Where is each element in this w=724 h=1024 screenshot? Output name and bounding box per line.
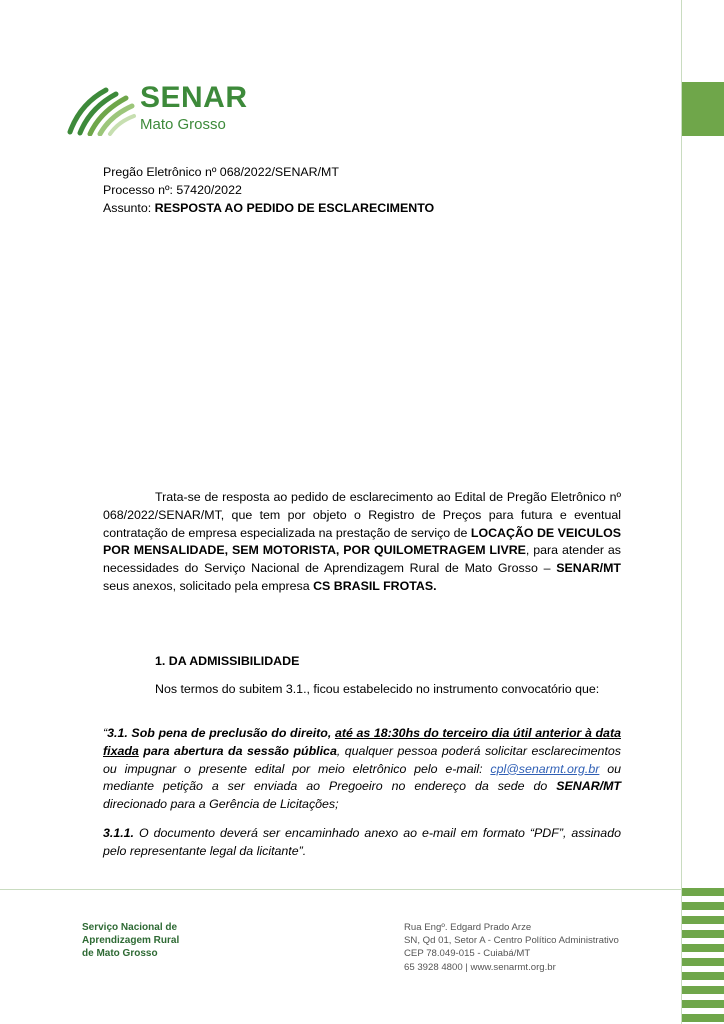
subject-label: Assunto: [103, 201, 152, 215]
logo-name: SENAR [140, 81, 248, 114]
subject-line [103, 199, 434, 217]
section-title: 1. DA ADMISSIBILIDADE [155, 654, 300, 668]
header-green-block [682, 82, 724, 136]
subject-value: RESPOSTA AO PEDIDO DE ESCLARECIMENTO [154, 201, 435, 215]
right-margin-rule [681, 0, 682, 1024]
service-object: LOCAÇÃO DE VEICULOS POR MENSALIDADE, SEM MOTORISTA, POR QUILOMETRAGEM LIVRE [103, 525, 621, 558]
deadline-text: até as 18:30hs do terceiro dia útil anterior à data fixada [103, 726, 621, 758]
wheat-leaf-icon [66, 80, 138, 136]
quote-3-1: “3.1. Sob pena de preclusão do direito, até as 18:30hs do terceiro dia útil anterior à data fixada para abertura da sessão pública, qualquer pessoa poderá solicitar esclarecimentos ou impugnar o presente edital por meio eletrônico pelo e-mail: cpl@senarmt.org.br ou mediante petição a ser enviada ao Pregoeiro no endereço da sede do SENAR/MT direcionado para a Gerência de Licitações; [103, 726, 621, 812]
footer-green-stripes [682, 888, 724, 1024]
quote-3-1-1: 3.1.1. O documento deverá ser encaminhado anexo ao e-mail em formato “PDF”, assinado pelo representante legal da licitante”. [103, 826, 621, 858]
footer-organization: Serviço Nacional de Aprendizagem Rural de Mato Grosso [82, 922, 180, 960]
footer-rule [0, 889, 682, 890]
document-header [103, 163, 434, 217]
org-acronym: SENAR/MT [556, 561, 621, 576]
intro-paragraph: Trata-se de resposta ao pedido de esclarecimento ao Edital de Pregão Eletrônico nº 068/2022/SENAR/MT, que tem por objeto o Registro de Preços para futura e eventual contratação de empresa especializada na prestação de serviço de LOCAÇÃO DE VEICULOS POR MENSALIDADE, SEM MOTORISTA, POR QUILOMETRAGEM LIVRE, para atender as necessidades do Serviço Nacional de Aprendizagem Rural de Mato Grosso – SENAR/MT seus anexos, solicitado pela empresa CS BRASIL FROTAS. [103, 490, 621, 593]
section-text: Nos termos do subitem 3.1., ficou estabelecido no instrumento convocatório que: [155, 682, 600, 696]
email-link[interactable]: cpl@senarmt.org.br [490, 761, 600, 776]
pregao-line: Pregão Eletrônico nº 068/2022/SENAR/MT [103, 165, 339, 179]
senar-logo [66, 80, 266, 136]
company-name: CS BRASIL FROTAS. [313, 578, 437, 593]
logo-subtitle: Mato Grosso [140, 116, 226, 133]
footer-address: Rua Engº. Edgard Prado Arze SN, Qd 01, Setor A - Centro Político Administrativo CEP 78.049-015 - Cuiabá/MT 65 3928 4800 | www.senarmt.org.br [404, 922, 619, 973]
processo-line: Processo nº: 57420/2022 [103, 183, 242, 197]
